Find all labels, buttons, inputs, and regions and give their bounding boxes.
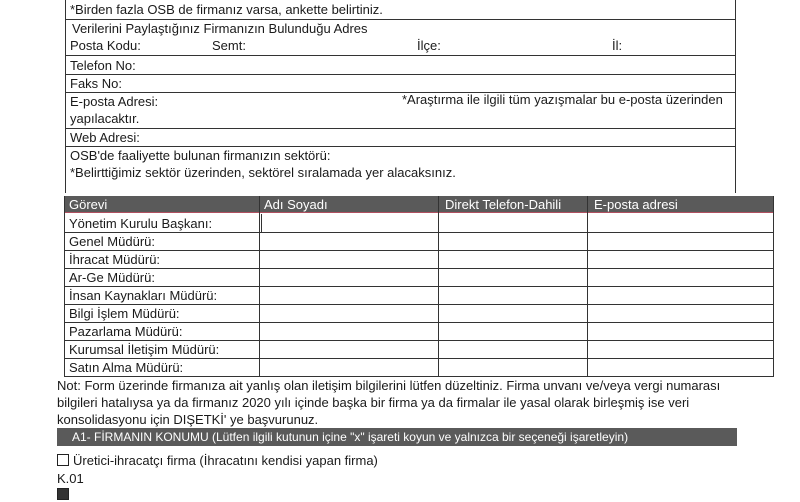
header-role: Görevi	[69, 197, 108, 212]
table-row-label: Yönetim Kurulu Başkanı:	[69, 216, 213, 231]
fax-field[interactable]: Faks No:	[70, 76, 123, 91]
option-next-checkbox[interactable]	[57, 487, 73, 502]
header-name: Adı Soyadı	[264, 197, 328, 212]
header-email: E-posta adresi	[594, 197, 678, 212]
table-row-label: İhracat Müdürü:	[69, 252, 161, 267]
email-note-cont: yapılacaktır.	[70, 111, 140, 126]
web-field[interactable]: Web Adresi:	[70, 130, 140, 145]
table-row-label: Kurumsal İletişim Müdürü:	[69, 342, 220, 357]
postal-code-field[interactable]: Posta Kodu:	[70, 38, 141, 53]
table-row-label: Pazarlama Müdürü:	[69, 324, 183, 339]
table-row-label: İnsan Kaynakları Müdürü:	[69, 288, 218, 303]
multiple-osb-note: *Birden fazla OSB de firmanız varsa, ankette belirtiniz.	[70, 2, 383, 17]
address-title: Verilerini Paylaştığınız Firmanızın Bulunduğu Adres	[72, 21, 368, 36]
option-code: K.01	[57, 471, 84, 486]
province-field[interactable]: İl:	[612, 38, 623, 53]
footnote-line: bilgileri hatalıysa ya da firmanız 2020 yılı içinde başka bir firma ya da firmalar ile yasal olarak birleşmiş ise veri	[57, 395, 690, 410]
option-checkbox[interactable]	[57, 454, 69, 466]
sector-note: *Belirttiğimiz sektör üzerinden, sektörel sıralamada yer alacaksınız.	[70, 165, 456, 180]
phone-field[interactable]: Telefon No:	[70, 58, 136, 73]
sector-label: OSB'de faaliyette bulunan firmanızın sektörü:	[70, 148, 331, 163]
table-row-label: Ar-Ge Müdürü:	[69, 270, 155, 285]
header-phone: Direkt Telefon-Dahili	[445, 197, 562, 212]
footnote-line: Not: Form üzerinde firmanıza ait yanlış olan iletişim bilgilerini lütfen düzeltiniz. Firma unvanı ve/veya vergi numarası	[57, 378, 721, 393]
table-row-label: Bilgi İşlem Müdürü:	[69, 306, 180, 321]
table-row-label: Satın Alma Müdürü:	[69, 360, 184, 375]
option-producer-exporter[interactable]	[57, 453, 378, 468]
form-border-right	[735, 0, 736, 193]
email-field[interactable]: E-posta Adresi:	[70, 94, 159, 109]
table-row-label: Genel Müdürü:	[69, 234, 155, 249]
district-field[interactable]: Semt:	[212, 38, 246, 53]
form-border-left	[65, 0, 66, 193]
email-note: *Araştırma ile ilgili tüm yazışmalar bu e-posta üzerinden	[402, 92, 723, 107]
option-label: Üretici-ihracatçı firma (İhracatını kendisi yapan firma)	[73, 453, 378, 468]
section-a1-title: A1- FİRMANIN KONUMU (Lütfen ilgili kutunun içine "x" işareti koyun ve yalnızca bir seçeneği işaretleyin)	[72, 430, 629, 444]
footnote-line: konsolidasyonu için DIŞETKİ' ye başvurunuz.	[57, 412, 319, 427]
county-field[interactable]: İlçe:	[417, 38, 441, 53]
